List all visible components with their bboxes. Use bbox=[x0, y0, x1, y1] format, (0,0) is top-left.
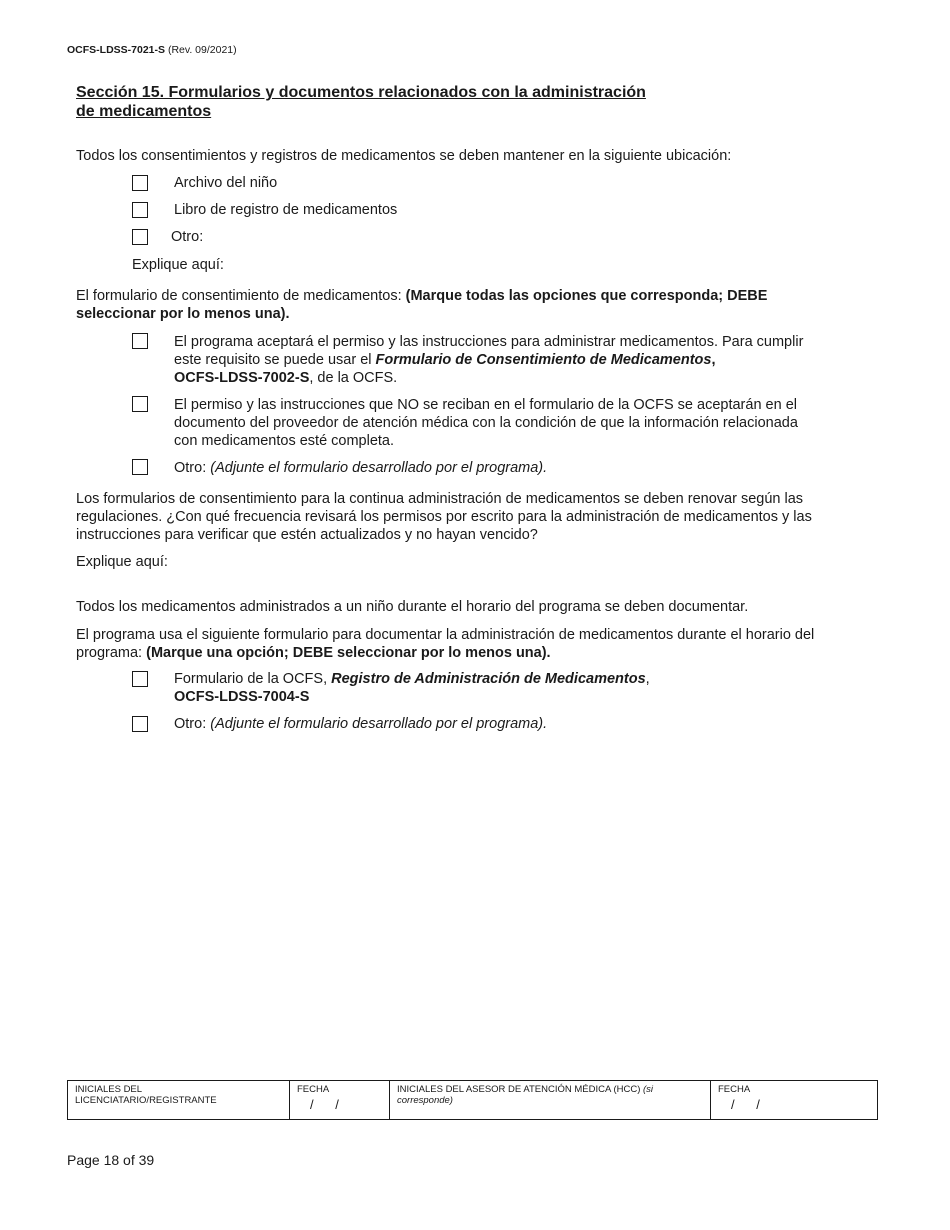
form-identifier bbox=[67, 44, 237, 56]
documentation-statement: Todos los medicamentos administrados a un niño durante el horario del programa se deben documentar. bbox=[76, 599, 749, 615]
documentation-intro-line1: El programa usa el siguiente formulario para documentar la administración de medicamentos durante el horario del bbox=[76, 627, 815, 643]
section-title bbox=[76, 83, 716, 121]
renewal-line3: instrucciones para verificar que estén actualizados y no hayan vencido? bbox=[76, 527, 538, 543]
consent-form-title-comma: , bbox=[711, 352, 716, 368]
form-code: OCFS-LDSS-7021-S bbox=[67, 44, 166, 56]
initials-table bbox=[67, 1080, 878, 1120]
option-other-consent-note: (Adjunte el formulario desarrollado por el programa). bbox=[210, 460, 548, 476]
storage-intro: Todos los consentimientos y registros de medicamentos se deben mantener en la siguiente ubicación: bbox=[76, 148, 732, 164]
option-other-log-label: Otro: bbox=[174, 716, 211, 732]
option-accept-permission-line3: , de la OCFS. bbox=[309, 370, 398, 386]
hcc-date-slashes: / / bbox=[731, 1097, 760, 1112]
licensee-initials-label: INICIALES DEL LICENCIATARIO/REGISTRANTE bbox=[75, 1084, 217, 1106]
documentation-intro-line2: programa: bbox=[76, 645, 147, 661]
consent-form-title: Formulario de Consentimiento de Medicamentos bbox=[375, 352, 712, 368]
hcc-initials-note: (si corresponde) bbox=[397, 1084, 654, 1106]
hcc-initials-label: INICIALES DEL ASESOR DE ATENCIÓN MÉDICA (HCC) bbox=[397, 1084, 643, 1095]
log-form-code: OCFS-LDSS-7004-S bbox=[174, 689, 310, 705]
log-form-title-comma: , bbox=[645, 671, 650, 687]
option-other-consent-label: Otro: bbox=[174, 460, 211, 476]
renewal-line2: regulaciones. ¿Con qué frecuencia revisará los permisos por escrito para la administración de medicamentos y las bbox=[76, 509, 812, 525]
renewal-question bbox=[76, 490, 896, 544]
option-ocfs-log-form-label: Formulario de la OCFS, bbox=[174, 671, 332, 687]
checkbox-other-location[interactable] bbox=[132, 229, 148, 245]
option-provider-document-line3: con medicamentos esté completa. bbox=[174, 433, 395, 449]
consent-intro bbox=[76, 287, 876, 323]
option-other-consent bbox=[174, 459, 547, 477]
option-accept-permission-line2: este requisito se puede usar el bbox=[174, 352, 376, 368]
licensee-date-slashes: / / bbox=[310, 1097, 339, 1112]
form-revision: (Rev. 09/2021) bbox=[167, 44, 237, 56]
checkbox-medication-log[interactable] bbox=[132, 202, 148, 218]
consent-intro-instruction-1: (Marque todas las opciones que corresponda; DEBE bbox=[405, 288, 768, 304]
checkbox-provider-document[interactable] bbox=[132, 396, 148, 412]
section-title-line2: de medicamentos bbox=[76, 103, 212, 120]
option-provider-document-line1: El permiso y las instrucciones que NO se reciban en el formulario de la OCFS se aceptarán en el bbox=[174, 397, 797, 413]
checkbox-ocfs-log-form[interactable] bbox=[132, 671, 148, 687]
renewal-explain-label: Explique aquí: bbox=[76, 554, 168, 570]
licensee-date-cell[interactable] bbox=[290, 1081, 390, 1119]
log-form-title: Registro de Administración de Medicamentos bbox=[331, 671, 646, 687]
option-child-file: Archivo del niño bbox=[174, 175, 278, 191]
consent-intro-text: El formulario de consentimiento de medicamentos: bbox=[76, 288, 406, 304]
documentation-intro-instruction: (Marque una opción; DEBE seleccionar por lo menos una). bbox=[146, 645, 551, 661]
renewal-line1: Los formularios de consentimiento para la continua administración de medicamentos se deben renovar según las bbox=[76, 491, 804, 507]
documentation-intro bbox=[76, 626, 896, 662]
option-provider-document bbox=[174, 396, 874, 450]
option-other-location: Otro: bbox=[171, 229, 204, 245]
section-title-line1: Sección 15. Formularios y documentos relacionados con la administración bbox=[76, 84, 646, 101]
page-number: Page 18 of 39 bbox=[67, 1152, 155, 1168]
option-other-log-note: (Adjunte el formulario desarrollado por el programa). bbox=[210, 716, 548, 732]
hcc-date-label: FECHA bbox=[718, 1084, 751, 1095]
consent-intro-instruction-2: seleccionar por lo menos una). bbox=[76, 306, 290, 322]
hcc-date-cell[interactable] bbox=[711, 1081, 877, 1119]
checkbox-other-log[interactable] bbox=[132, 716, 148, 732]
consent-form-code: OCFS-LDSS-7002-S bbox=[174, 370, 310, 386]
checkbox-child-file[interactable] bbox=[132, 175, 148, 191]
licensee-date-label: FECHA bbox=[297, 1084, 330, 1095]
option-provider-document-line2: documento del proveedor de atención médica con la condición de que la información relacionada bbox=[174, 415, 798, 431]
option-ocfs-log-form bbox=[174, 670, 874, 706]
option-accept-permission-line1: El programa aceptará el permiso y las instrucciones para administrar medicamentos. Para cumplir bbox=[174, 334, 804, 350]
option-accept-permission bbox=[174, 333, 874, 387]
option-medication-log: Libro de registro de medicamentos bbox=[174, 202, 398, 218]
checkbox-other-consent[interactable] bbox=[132, 459, 148, 475]
option-other-log bbox=[174, 715, 547, 733]
hcc-initials-cell[interactable] bbox=[390, 1081, 711, 1119]
licensee-initials-cell[interactable] bbox=[68, 1081, 290, 1119]
checkbox-accept-permission[interactable] bbox=[132, 333, 148, 349]
storage-explain-label: Explique aquí: bbox=[132, 257, 224, 273]
